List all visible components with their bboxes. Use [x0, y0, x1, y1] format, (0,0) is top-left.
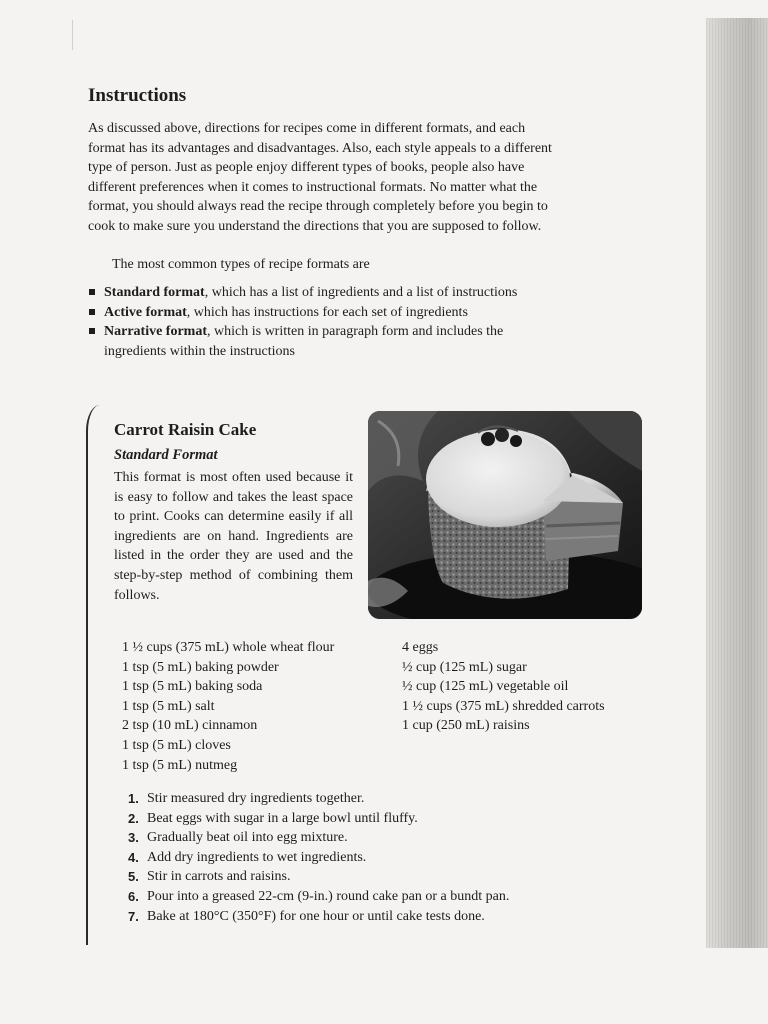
- step-text: Pour into a greased 22-cm (9-in.) round cake pan or a bundt pan.: [147, 888, 510, 904]
- recipe-format-list: [88, 283, 548, 361]
- step-number: 4.: [128, 849, 139, 865]
- ingredient-item: 1 tsp (5 mL) cloves: [122, 737, 231, 753]
- step-number: 1.: [128, 791, 139, 806]
- section-title: Instructions: [88, 85, 187, 106]
- ingredient-item: 1 tsp (5 mL) baking powder: [122, 659, 279, 675]
- ingredient-item: 4 eggs: [402, 640, 439, 655]
- square-bullet-icon: [89, 309, 95, 315]
- ingredient-item: 2 tsp (10 mL) cinnamon: [122, 718, 258, 734]
- format-name: Active format: [104, 304, 187, 320]
- step-number: 2.: [128, 810, 139, 826]
- format-description: , which has a list of ingredients and a list of instructions: [204, 285, 518, 300]
- recipe-title: Carrot Raisin Cake: [114, 420, 257, 439]
- step-item: [128, 887, 648, 907]
- formats-lead-text: The most common types of recipe formats are: [112, 257, 370, 272]
- format-description: , which has instructions for each set of ingredients: [186, 304, 468, 320]
- margin-mark: [72, 20, 73, 50]
- step-text: Beat eggs with sugar in a large bowl until fluffy.: [147, 810, 418, 826]
- ingredient-item: 1 ½ cups (375 mL) whole wheat flour: [122, 640, 335, 655]
- cake-illustration: [368, 411, 642, 619]
- step-number: 5.: [128, 869, 139, 885]
- square-bullet-icon: [89, 289, 95, 295]
- ingredient-item: 1 tsp (5 mL) salt: [122, 698, 215, 714]
- step-item: [128, 907, 648, 927]
- recipe-steps-list: [128, 789, 648, 926]
- cake-photo: [368, 411, 642, 619]
- ingredient-item: ½ cup (125 mL) vegetable oil: [402, 679, 569, 695]
- ingredient-item: 1 tsp (5 mL) baking soda: [122, 679, 263, 695]
- format-description: , which is written in paragraph form and includes the ingredients within the instructions: [104, 324, 504, 359]
- format-list-item: [88, 283, 548, 303]
- step-text: Bake at 180°C (350°F) for one hour or until cake tests done.: [147, 908, 485, 924]
- format-name: Narrative format: [104, 324, 208, 340]
- scanned-page-edge: [706, 18, 768, 948]
- step-item: [128, 828, 648, 848]
- step-text: Stir measured dry ingredients together.: [147, 791, 365, 806]
- square-bullet-icon: [89, 328, 95, 334]
- step-item: [128, 809, 648, 829]
- step-item: [128, 848, 648, 868]
- ingredient-item: 1 cup (250 mL) raisins: [402, 718, 530, 734]
- step-text: Gradually beat oil into egg mixture.: [147, 830, 348, 846]
- format-list-item: [88, 322, 548, 361]
- format-name: Standard format: [104, 285, 205, 300]
- step-text: Add dry ingredients to wet ingredients.: [147, 849, 367, 865]
- step-number: 3.: [128, 830, 139, 846]
- format-description-paragraph: This format is most often used because it is easy to follow and takes the least space to print. Cooks can determine easily if all ingredients are on hand. Ingredients are listed in the order they are used and the step-by-step method of combining them follows.: [114, 470, 353, 603]
- format-heading: Standard Format: [114, 447, 218, 463]
- step-number: 6.: [128, 888, 139, 904]
- step-item: [128, 789, 648, 809]
- step-number: 7.: [128, 908, 139, 924]
- ingredient-item: 1 ½ cups (375 mL) shredded carrots: [402, 698, 605, 714]
- ingredient-item: 1 tsp (5 mL) nutmeg: [122, 757, 238, 773]
- step-text: Stir in carrots and raisins.: [147, 869, 291, 885]
- step-item: [128, 867, 648, 887]
- recipe-frame-bracket: [86, 405, 102, 945]
- format-list-item: [88, 303, 548, 323]
- intro-paragraph: As discussed above, directions for recipes come in different formats, and each format has its advantages and disadvantages. Also, each style appeals to a different type of person. Just as people enjoy different types of books, people also have different preferences when it comes to instructional formats. No matter what the format, you should always read the recipe through completely before you begin to cook to make sure you understand the directions that you are supposed to follow.: [88, 121, 552, 234]
- ingredients-dry-list: [122, 638, 384, 775]
- ingredient-item: ½ cup (125 mL) sugar: [402, 659, 527, 675]
- ingredients-wet-list: [402, 638, 652, 736]
